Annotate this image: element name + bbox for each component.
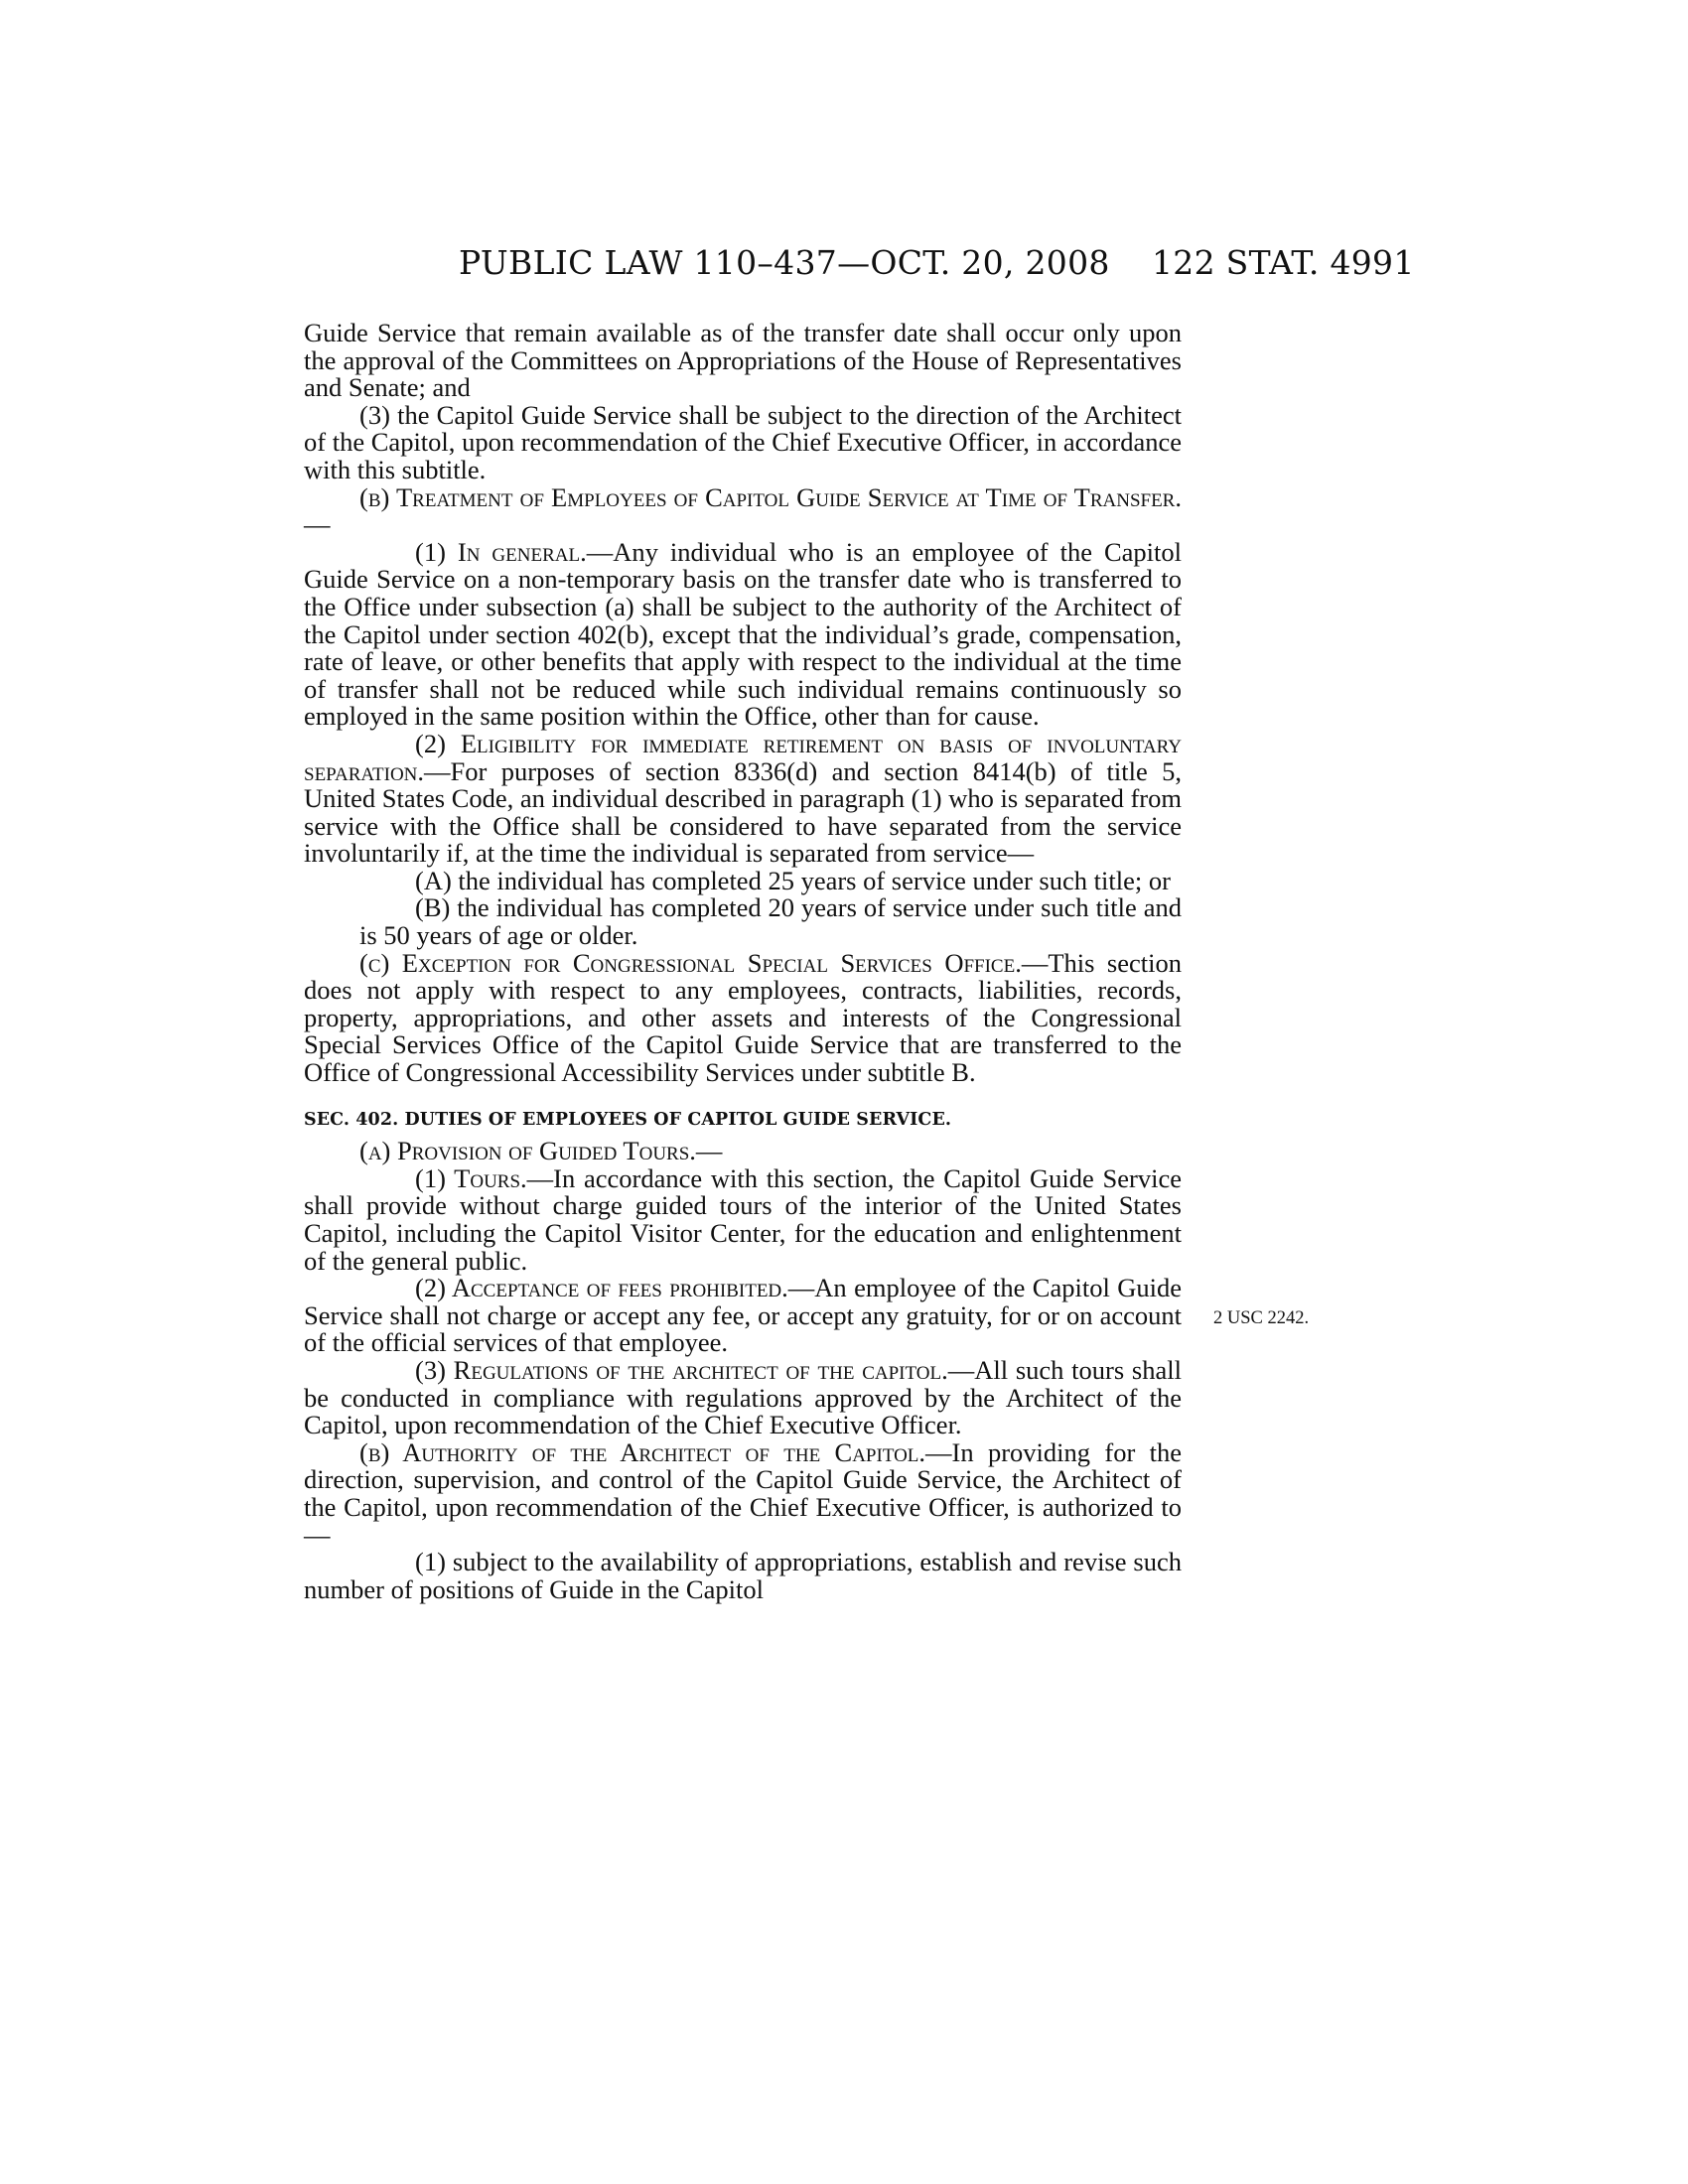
- paragraph-a1-label: (1) Tours.—: [415, 1162, 554, 1193]
- subsection-c: [304, 947, 1182, 1088]
- subparagraph-b: (B) the individual has completed 20 years of service under such title and is 50 years of age or older.: [359, 892, 1182, 951]
- subsection-b-authority-label: (b) Authority of the Architect of the Capitol.—: [359, 1436, 952, 1467]
- subsection-b-authority-text: In providing for the direction, supervision, and control of the Capitol Guide Service, the Architect of the Capitol, upon recommendation of the Chief Executive Officer, is authorized to—: [304, 1436, 1182, 1550]
- subsection-c-label: (c) Exception for Congressional Special Services Office.—: [359, 947, 1049, 978]
- subsection-b-label: (b) Treatment of Employees of Capitol Guide Service at Time of Transfer.—: [304, 481, 1182, 540]
- subsection-a-heading: [304, 1138, 1182, 1165]
- paragraph-b1-label: (1) In general.—: [415, 536, 614, 567]
- margin-citation: 2 USC 2242.: [1213, 1308, 1310, 1328]
- document-body: [304, 320, 1182, 1603]
- paragraph-a3: (3) the Capitol Guide Service shall be subject to the direction of the Architect of the Capitol, upon recommendation of the Chief Executive Officer, in accordance with this subtitle.: [304, 399, 1182, 484]
- paragraph-a3-label: (3) Regulations of the architect of the capitol.—: [415, 1354, 975, 1385]
- paragraph-b1-text: Any individual who is an employee of the Capitol Guide Service on a non-temporary basis on the transfer date who is transferred to the Office under subsection (a) shall be subject to the authority of the Architect of the Capitol under section 402(b), except that the individual’s grade, compensation, rate of leave, or other benefits that apply with respect to the individual at the time of transfer shall not be reduced while such individual remains continuously so employed in the same position within the Office, other than for cause.: [304, 536, 1182, 732]
- subsection-c-text: This section does not apply with respect to any employees, contracts, liabilities, records, property, appropriations, and other assets and interests of the Congressional Special Services Office of the Capitol Guide Service that are transferred to the Office of Congressional Accessibility Services under subtitle B.: [304, 947, 1182, 1088]
- running-header-left: PUBLIC LAW 110–437—OCT. 20, 2008: [459, 243, 1110, 282]
- paragraph-a1-text: In accordance with this section, the Capitol Guide Service shall provide without charge guided tours of the interior of the United States Capitol, including the Capitol Visitor Center, for the education and enlightenment of the general public.: [304, 1162, 1182, 1276]
- paragraph-a3-regulations: [304, 1354, 1182, 1440]
- paragraph-a2-text: An employee of the Capitol Guide Service shall not charge or accept any fee, or accept any gratuity, for or on account of the official services of that employee.: [304, 1273, 1182, 1358]
- subsection-b-authority: [304, 1436, 1182, 1550]
- paragraph-b2-text: For purposes of section 8336(d) and section 8414(b) of title 5, United States Code, an individual described in paragraph (1) who is separated from service with the Office shall be considered to have separated from the service involuntarily if, at the time the individual is separated from service—: [304, 755, 1182, 869]
- subsection-b-heading: [304, 481, 1182, 540]
- paragraph-b2-label: (2) Eligibility for immediate retirement on basis of involuntary separation.—: [304, 728, 1182, 786]
- paragraph-b1: [304, 536, 1182, 732]
- paragraph-b1-positions: (1) subject to the availability of appropriations, establish and revise such number of positions of Guide in the Capitol: [304, 1547, 1182, 1604]
- page-number: 122 STAT. 4991: [1152, 243, 1415, 282]
- paragraph-b2: [304, 728, 1182, 869]
- paragraph-a2-label: (2) Acceptance of fees prohibited.—: [415, 1273, 815, 1303]
- paragraph-a2: [304, 1275, 1182, 1357]
- subparagraph-a: (A) the individual has completed 25 years of service under such title; or: [415, 865, 1171, 895]
- paragraph-a3-text: All such tours shall be conducted in compliance with regulations approved by the Architect of the Capitol, upon recommendation of the Chief Executive Officer.: [304, 1354, 1182, 1440]
- section-heading: SEC. 402. DUTIES OF EMPLOYEES OF CAPITOL GUIDE SERVICE.: [304, 1109, 952, 1130]
- subsection-a-label: (a) Provision of Guided Tours.—: [359, 1136, 723, 1166]
- paragraph-a1: [304, 1162, 1182, 1276]
- paragraph-continuation: Guide Service that remain available as of the transfer date shall occur only upon the approval of the Committees on Appropriations of the House of Representatives and Senate; and: [304, 318, 1182, 403]
